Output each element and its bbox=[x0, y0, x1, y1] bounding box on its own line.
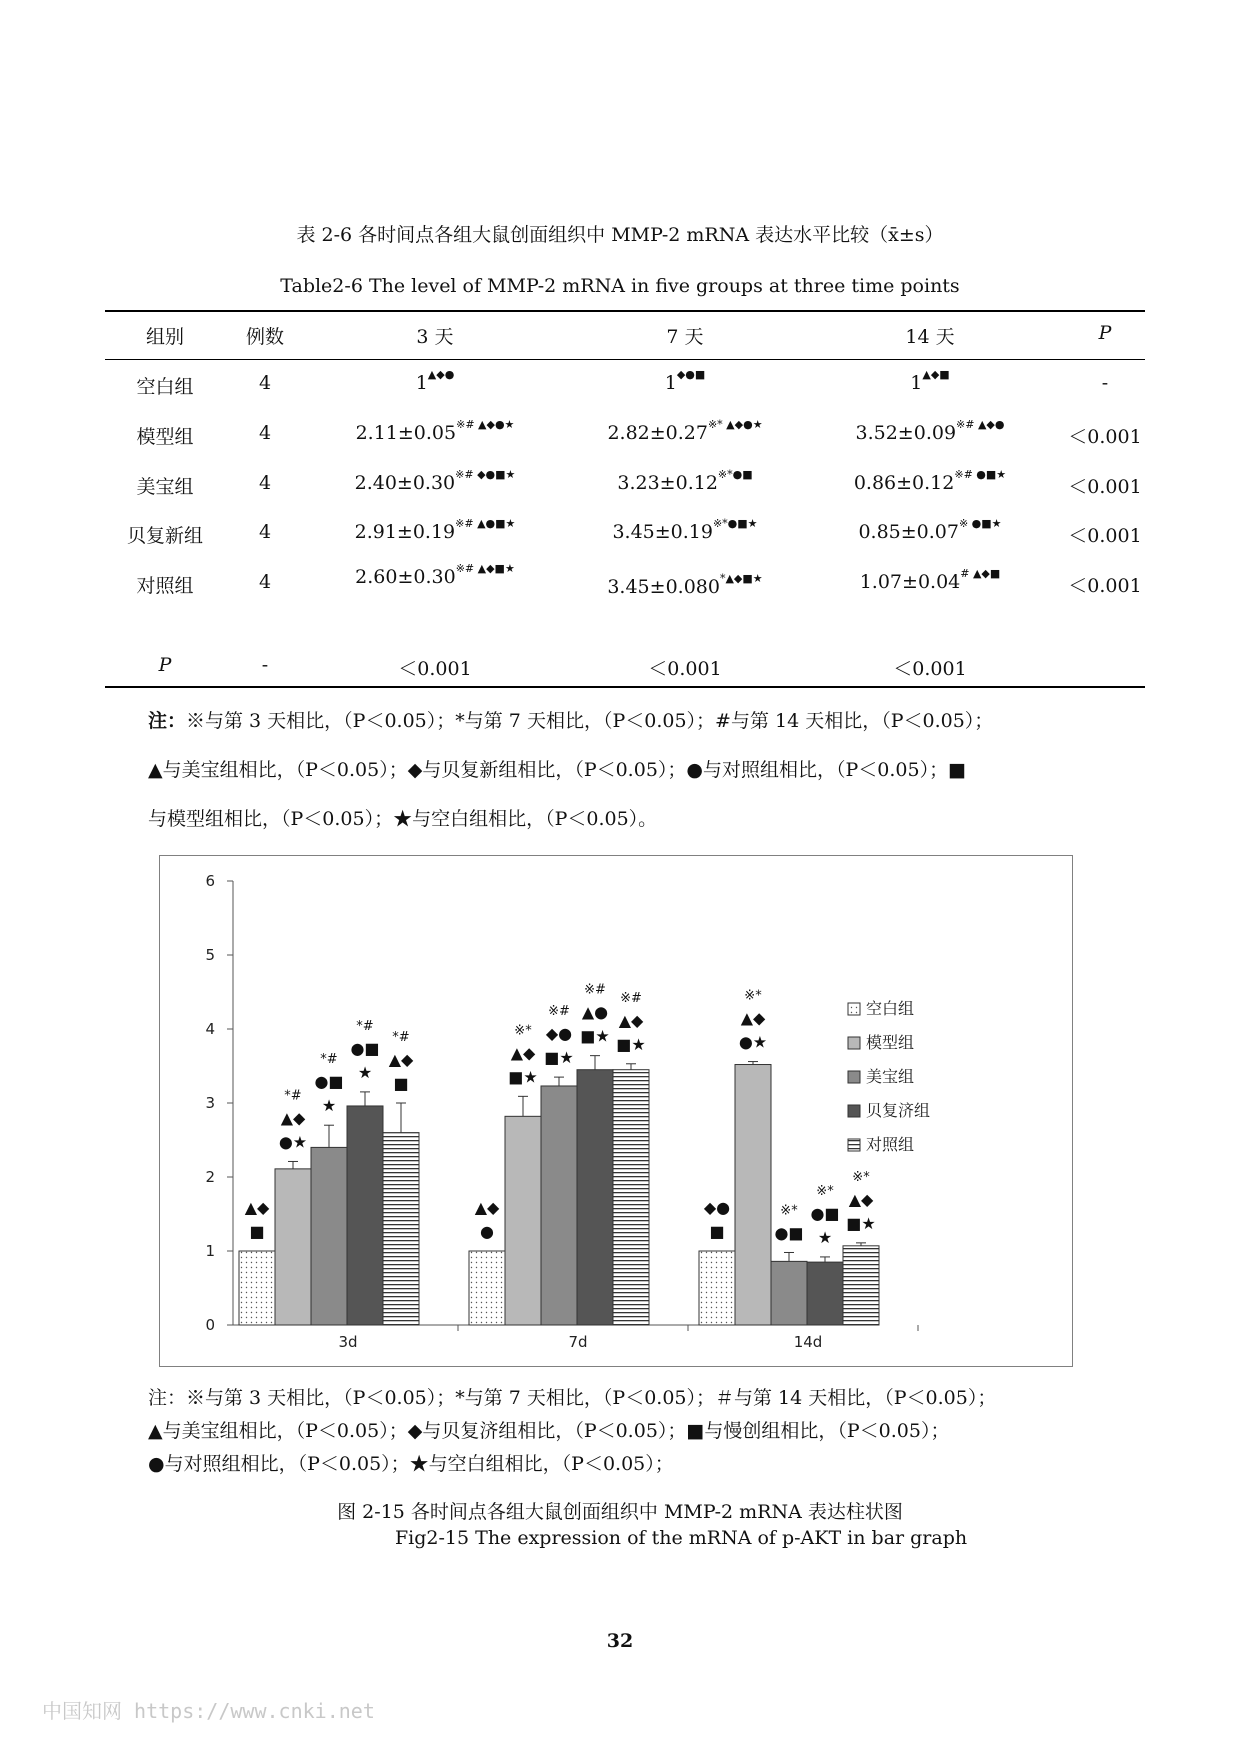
row-group: 对照组 bbox=[136, 575, 194, 597]
figure-frame bbox=[159, 855, 1073, 1367]
row-14d bbox=[800, 517, 1060, 543]
significance-label: ※* bbox=[514, 1023, 532, 1039]
table-p-row bbox=[105, 654, 1145, 694]
row-group: 贝复新组 bbox=[126, 525, 203, 547]
legend-label: 贝复济组 bbox=[866, 1101, 931, 1120]
bar bbox=[699, 1251, 735, 1325]
value: 2.60±0.30 bbox=[355, 566, 456, 588]
bar-chart bbox=[160, 856, 1074, 1368]
significance-label: *# bbox=[392, 1030, 410, 1045]
row-14d bbox=[800, 567, 1060, 593]
figure-note-line-2: ▲与美宝组相比，（P＜0.05）；◆与贝复济组相比，（P＜0.05）；■与慢创组相比，（P＜0.05）； bbox=[148, 1420, 950, 1442]
x-tick-label: 3d bbox=[338, 1333, 358, 1351]
significance-label: ●★ bbox=[278, 1132, 308, 1152]
row-14d bbox=[800, 468, 1060, 494]
row-14d bbox=[800, 368, 1060, 394]
row-p: ＜0.001 bbox=[1068, 426, 1142, 448]
p-row-7d: ＜0.001 bbox=[648, 658, 722, 680]
row-group: 模型组 bbox=[136, 426, 194, 448]
legend-label: 对照组 bbox=[866, 1135, 915, 1154]
row-n: 4 bbox=[258, 521, 272, 543]
legend-label: 模型组 bbox=[866, 1033, 915, 1052]
value: 1 bbox=[910, 372, 923, 394]
bar bbox=[541, 1086, 577, 1325]
bar bbox=[505, 1116, 541, 1325]
significance-marks: ※# ▲◆●★ bbox=[456, 418, 515, 431]
row-3d bbox=[305, 562, 565, 588]
significance-marks: ※# ▲◆■★ bbox=[455, 562, 515, 575]
legend-swatch bbox=[848, 1071, 860, 1083]
significance-label: ■★ bbox=[616, 1034, 646, 1054]
bar bbox=[383, 1133, 419, 1325]
significance-label: ※* bbox=[744, 988, 762, 1004]
header-n: 例数 bbox=[245, 326, 284, 348]
note-text: ※与第 3 天相比，（P＜0.05）；*与第 7 天相比，（P＜0.05）；#与第 14 天相比，（P＜0.05）； bbox=[186, 710, 994, 732]
legend-swatch bbox=[848, 1037, 860, 1049]
significance-marks: ※# ▲◆● bbox=[956, 418, 1005, 431]
significance-label: ▲● bbox=[581, 1002, 609, 1022]
significance-marks: ▲◆■ bbox=[922, 368, 950, 381]
significance-label: ▲◆ bbox=[474, 1198, 500, 1217]
significance-label: ▲◆ bbox=[618, 1010, 644, 1030]
row-7d bbox=[555, 368, 815, 394]
y-tick-label: 5 bbox=[205, 946, 215, 964]
significance-label: ◆● bbox=[703, 1198, 731, 1217]
p-row-label: P bbox=[158, 654, 172, 676]
legend-label: 空白组 bbox=[866, 999, 915, 1018]
significance-marks: ※# ◆●■★ bbox=[455, 468, 516, 481]
bar bbox=[735, 1065, 771, 1325]
row-group: 空白组 bbox=[136, 376, 194, 398]
bar bbox=[311, 1147, 347, 1325]
legend-swatch bbox=[848, 1105, 860, 1117]
significance-label: ▲◆ bbox=[848, 1189, 874, 1209]
value: 3.52±0.09 bbox=[855, 422, 957, 444]
table-note-line-1 bbox=[148, 697, 1108, 746]
bar bbox=[239, 1251, 275, 1325]
row-3d bbox=[305, 517, 565, 543]
significance-label: ★ bbox=[321, 1096, 337, 1116]
figure-note-line-1: 注：※与第 3 天相比，（P＜0.05）；*与第 7 天相比，（P＜0.05）；＃与第 14 天相比，（P＜0.05）； bbox=[148, 1387, 997, 1409]
significance-marks: ※*●■ bbox=[717, 468, 753, 481]
bar bbox=[771, 1261, 807, 1325]
significance-label: ※* bbox=[816, 1183, 834, 1199]
table-row bbox=[105, 368, 1145, 412]
significance-label: ▲◆ bbox=[280, 1108, 306, 1128]
significance-label: ●■ bbox=[774, 1223, 804, 1243]
significance-label: ■★ bbox=[846, 1213, 876, 1233]
x-tick-label: 14d bbox=[793, 1333, 823, 1351]
table-row bbox=[105, 468, 1145, 512]
table-row bbox=[105, 562, 1145, 611]
significance-marks: ※*●■★ bbox=[712, 517, 758, 530]
figure-caption-cn: 图 2-15 各时间点各组大鼠创面组织中 MMP-2 mRNA 表达柱状图 bbox=[337, 1501, 903, 1523]
significance-label: *# bbox=[320, 1052, 338, 1068]
page-number: 32 bbox=[606, 1630, 634, 1652]
header-group: 组别 bbox=[145, 326, 184, 348]
significance-label: ※# bbox=[620, 990, 642, 1006]
value: 0.85±0.07 bbox=[858, 521, 959, 543]
watermark: 中国知网 https://www.cnki.net bbox=[42, 1699, 375, 1723]
row-n: 4 bbox=[258, 472, 272, 494]
header-p: P bbox=[1098, 322, 1112, 344]
significance-label: ◆● bbox=[545, 1024, 573, 1044]
row-p: ＜0.001 bbox=[1068, 525, 1142, 547]
bar bbox=[469, 1251, 505, 1325]
row-p: ＜0.001 bbox=[1068, 476, 1142, 498]
table-row bbox=[105, 418, 1145, 462]
significance-marks: *▲◆■★ bbox=[719, 572, 763, 585]
value: 1.07±0.04 bbox=[859, 571, 961, 593]
significance-label: ■ bbox=[393, 1074, 409, 1093]
table-header-row bbox=[105, 322, 1145, 362]
significance-label: ▲◆ bbox=[388, 1050, 414, 1069]
value: 2.91±0.19 bbox=[354, 521, 456, 543]
y-tick-label: 2 bbox=[205, 1168, 215, 1186]
p-row-3d: ＜0.001 bbox=[398, 658, 472, 680]
legend-swatch bbox=[848, 1139, 860, 1151]
y-tick-label: 4 bbox=[205, 1020, 215, 1038]
p-row-n: - bbox=[261, 654, 269, 676]
row-n: 4 bbox=[258, 422, 272, 444]
significance-label: ●■ bbox=[350, 1038, 380, 1058]
note-label: 注： bbox=[148, 710, 187, 732]
y-tick-label: 0 bbox=[205, 1316, 215, 1334]
significance-label: ▲◆ bbox=[510, 1043, 536, 1063]
row-group: 美宝组 bbox=[136, 476, 194, 498]
bar bbox=[843, 1246, 879, 1325]
significance-marks: # ▲◆■ bbox=[960, 567, 1001, 580]
header-14d: 14 天 bbox=[905, 326, 955, 348]
significance-marks: ◆●■ bbox=[676, 368, 706, 381]
table-note-line-2: ▲与美宝组相比，（P＜0.05）；◆与贝复新组相比，（P＜0.05）；●与对照组相比，（P＜0.05）；■ bbox=[148, 759, 967, 781]
value: 3.45±0.19 bbox=[612, 521, 713, 543]
y-tick-label: 1 bbox=[205, 1242, 215, 1260]
significance-label: ★ bbox=[357, 1062, 373, 1082]
significance-label: ■★ bbox=[508, 1067, 538, 1087]
significance-marks: ※# ●■★ bbox=[954, 468, 1007, 481]
row-7d bbox=[555, 468, 815, 494]
bar bbox=[577, 1070, 613, 1325]
row-n: 4 bbox=[258, 571, 272, 593]
significance-label: ※* bbox=[852, 1169, 870, 1185]
row-3d bbox=[305, 468, 565, 494]
row-14d bbox=[800, 418, 1060, 444]
value: 3.23±0.12 bbox=[617, 472, 718, 494]
significance-label: ● bbox=[480, 1222, 494, 1241]
legend-swatch bbox=[848, 1003, 860, 1015]
significance-label: ▲◆ bbox=[740, 1008, 766, 1028]
significance-marks: ※# ▲●■★ bbox=[455, 517, 516, 530]
significance-label: ※# bbox=[548, 1004, 570, 1020]
significance-label: ■★ bbox=[580, 1026, 610, 1046]
y-tick-label: 3 bbox=[205, 1094, 215, 1112]
significance-marks: ※* ▲◆●★ bbox=[707, 418, 763, 431]
row-3d bbox=[305, 368, 565, 394]
row-7d bbox=[555, 418, 815, 444]
row-3d bbox=[305, 418, 565, 444]
table-note-line-3: 与模型组相比，（P＜0.05）；★与空白组相比，（P＜0.05）。 bbox=[148, 808, 658, 830]
y-tick-label: 6 bbox=[205, 872, 215, 890]
significance-label: ※# bbox=[584, 982, 606, 998]
bar bbox=[347, 1106, 383, 1325]
significance-marks: ※ ●■★ bbox=[958, 517, 1002, 530]
table-note bbox=[148, 697, 1108, 844]
significance-label: ▲◆ bbox=[244, 1198, 270, 1217]
table-top-rule bbox=[105, 310, 1145, 312]
p-row-14d: ＜0.001 bbox=[893, 658, 967, 680]
bar bbox=[275, 1169, 311, 1325]
value: 2.40±0.30 bbox=[354, 472, 456, 494]
row-7d bbox=[555, 517, 815, 543]
significance-label: *# bbox=[284, 1088, 302, 1104]
legend-label: 美宝组 bbox=[866, 1067, 915, 1086]
value: 2.82±0.27 bbox=[607, 422, 708, 444]
significance-label: ■ bbox=[249, 1222, 265, 1241]
value: 2.11±0.05 bbox=[355, 422, 457, 444]
significance-label: ■★ bbox=[544, 1048, 574, 1068]
header-3d: 3 天 bbox=[416, 326, 454, 348]
significance-label: ●★ bbox=[738, 1032, 768, 1052]
significance-marks: ▲◆● bbox=[427, 368, 455, 381]
row-n: 4 bbox=[258, 372, 272, 394]
significance-label: ※* bbox=[780, 1203, 798, 1219]
value: 1 bbox=[415, 372, 428, 394]
bar bbox=[613, 1070, 649, 1325]
value: 0.86±0.12 bbox=[853, 472, 955, 494]
row-p: - bbox=[1101, 372, 1109, 394]
bar bbox=[807, 1262, 843, 1325]
significance-label: ★ bbox=[817, 1227, 833, 1247]
x-tick-label: 7d bbox=[568, 1333, 588, 1351]
row-p: ＜0.001 bbox=[1068, 575, 1142, 597]
significance-label: ●■ bbox=[314, 1072, 344, 1092]
significance-label: ●■ bbox=[810, 1203, 840, 1223]
value: 3.45±0.080 bbox=[607, 576, 720, 598]
table-caption-cn: 表 2-6 各时间点各组大鼠创面组织中 MMP-2 mRNA 表达水平比较（x̄±s） bbox=[296, 224, 944, 246]
significance-label: *# bbox=[356, 1018, 374, 1034]
significance-label: ■ bbox=[709, 1222, 725, 1241]
figure-caption-en: Fig2-15 The expression of the mRNA of p-AKT in bar graph bbox=[395, 1527, 968, 1549]
table-row bbox=[105, 517, 1145, 561]
header-7d: 7 天 bbox=[666, 326, 704, 348]
value: 1 bbox=[664, 372, 677, 394]
table-caption-en: Table2-6 The level of MMP-2 mRNA in five groups at three time points bbox=[280, 275, 960, 297]
row-7d bbox=[555, 572, 815, 598]
figure-note-line-3: ●与对照组相比，（P＜0.05）；★与空白组相比，（P＜0.05）； bbox=[148, 1453, 674, 1475]
